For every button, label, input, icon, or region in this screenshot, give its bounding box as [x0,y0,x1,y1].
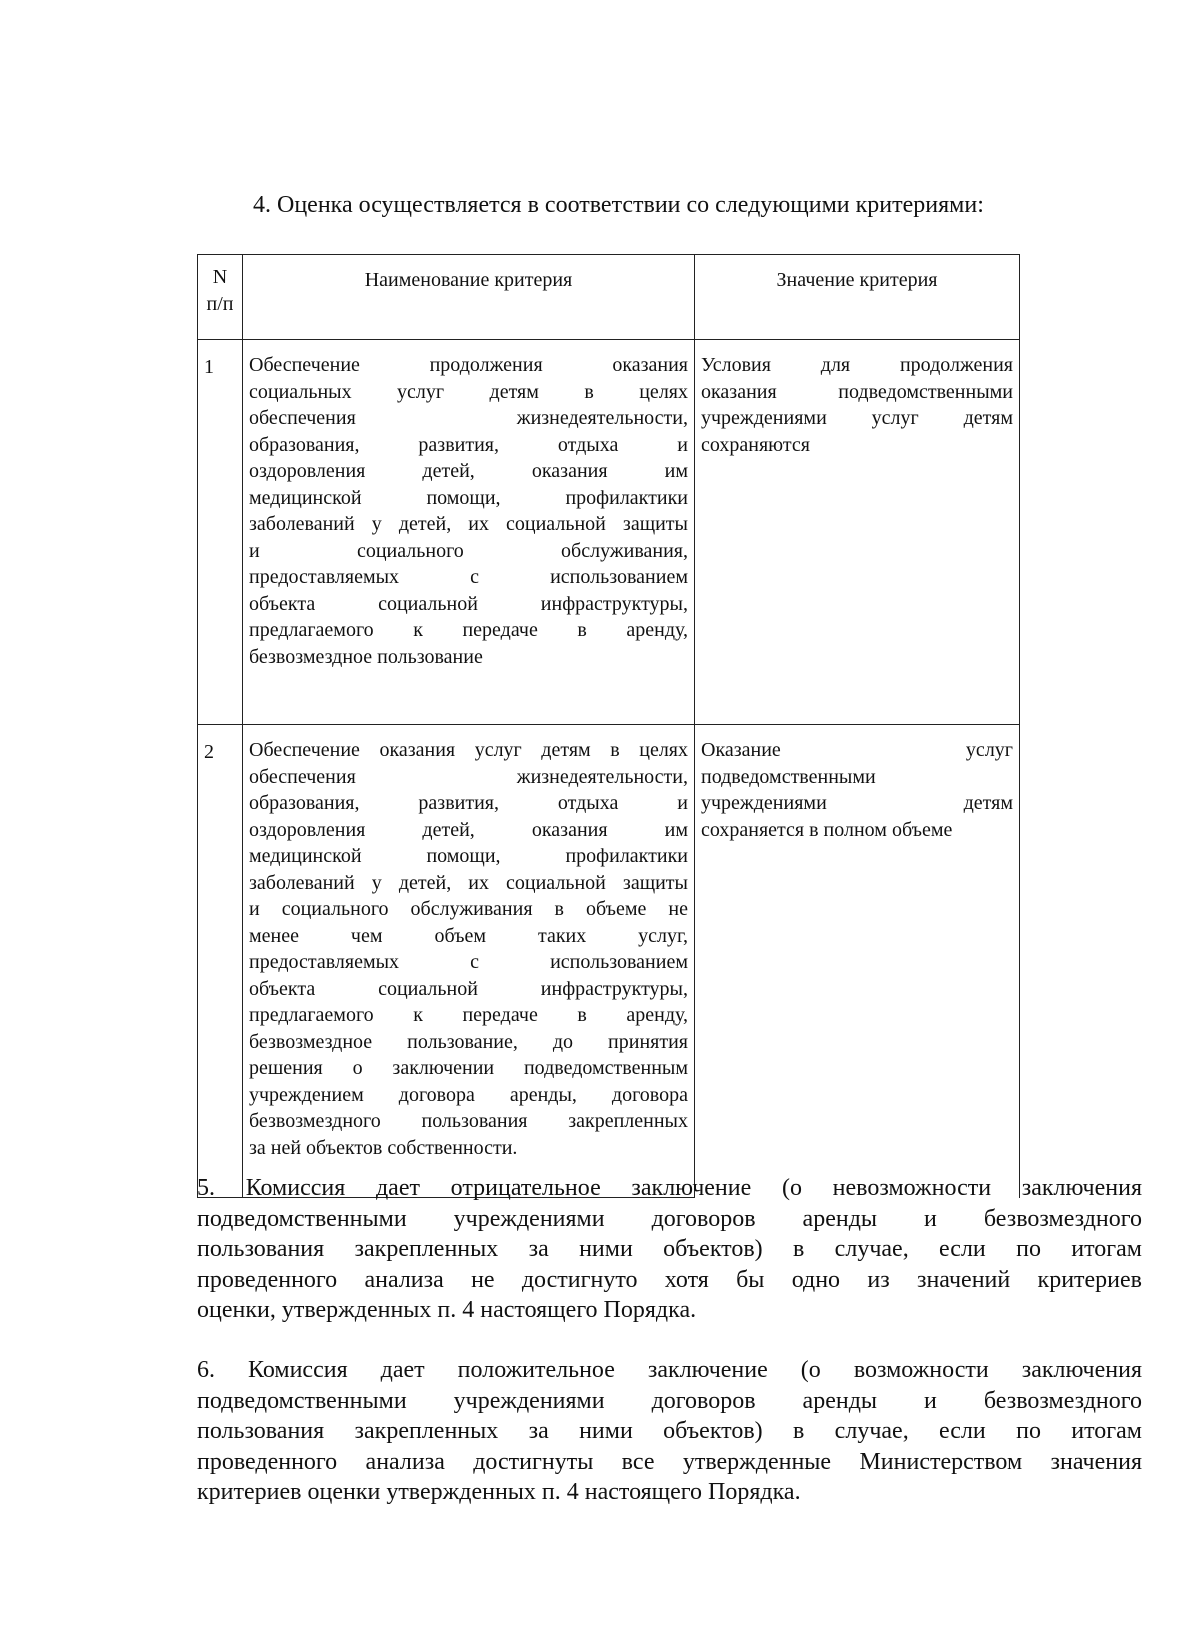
text-line: подведомственными учреждениями договоров аренды и безвозмездного [197,1387,1142,1414]
criterion-name-cell [243,340,695,725]
criterion-name-cell [243,725,695,1198]
text-line: и социального обслуживания, [249,539,688,562]
text-line: оценки, утвержденных п. 4 настоящего Порядка. [197,1297,697,1323]
text-line: объекта социальной инфраструктуры, [249,977,688,1000]
text-line: пользования закрепленных за ними объектов) в случае, если по итогам [197,1418,1142,1444]
text-line: сохраняются [701,433,810,456]
text-line: менее чем объем таких услуг, [249,924,688,947]
header-number-line1: N [212,266,228,288]
text-line: подведомственными [701,765,876,788]
header-number [198,255,243,340]
paragraph-6 [197,1355,1142,1508]
text-line: учреждениями детям [701,792,1013,814]
text-line: безвозмездного пользования закрепленных [249,1110,688,1132]
table-row [198,340,1020,725]
text-line: объекта социальной инфраструктуры, [249,592,688,615]
text-line: подведомственными учреждениями договоров аренды и безвозмездного [197,1205,1142,1232]
text-line: проведенного анализа не достигнуто хотя бы одно из значений критериев [197,1266,1142,1293]
text-line: медицинской помощи, профилактики [249,486,688,509]
text-line: Оказание услуг [701,739,1013,761]
text-line: оказания подведомственными [701,380,1013,403]
text-line: учреждением договора аренды, договора [249,1083,688,1106]
text-line: заболеваний у детей, их социальной защиты [249,513,688,535]
text-line: предлагаемого к передаче в аренду, [249,1004,688,1026]
text-line: пользования закрепленных за ними объектов) в случае, если по итогам [197,1236,1142,1262]
text-line: обеспечения жизнедеятельности, [249,765,688,788]
table-row [198,725,1020,1198]
header-criterion-name: Наименование критерия [243,255,695,340]
text-line: обеспечения жизнедеятельности, [249,407,688,429]
text-line: медицинской помощи, профилактики [249,845,688,867]
text-line: Условия для продолжения [701,354,1013,376]
text-line: учреждениями услуг детям [701,407,1013,429]
criterion-value-cell [695,340,1020,725]
text-line: предоставляемых с использованием [249,951,688,973]
header-criterion-value: Значение критерия [695,255,1020,340]
text-line: 5. Комиссия дает отрицательное заключение (о невозможности заключения [197,1175,1142,1201]
text-line: проведенного анализа достигнуты все утвержденные Министерством значения [197,1448,1142,1475]
section-4-intro: 4. Оценка осуществляется в соответствии со следующими критериями: [253,192,984,218]
text-line: предоставляемых с использованием [249,566,688,588]
text-line: предлагаемого к передаче в аренду, [249,619,688,641]
text-line: образования, развития, отдыха и [249,433,688,456]
text-line: сохраняется в полном объеме [701,818,953,841]
criterion-value-cell [695,725,1020,1198]
text-line: решения о заключении подведомственным [249,1057,688,1079]
text-line: заболеваний у детей, их социальной защиты [249,871,688,894]
header-number-line2: п/п [206,293,234,315]
text-line: критериев оценки утвержденных п. 4 настоящего Порядка. [197,1479,801,1505]
text-line: оздоровления детей, оказания им [249,460,688,482]
text-line: Обеспечение оказания услуг детям в целях [249,739,688,761]
text-line: безвозмездное пользование, до принятия [249,1030,688,1053]
text-line: Обеспечение продолжения оказания [249,354,688,376]
text-line: безвозмездное пользование [249,645,483,668]
text-line: 6. Комиссия дает положительное заключение (о возможности заключения [197,1357,1142,1383]
text-line: образования, развития, отдыха и [249,792,688,814]
text-line: за ней объектов собственности. [249,1136,518,1159]
text-line: и социального обслуживания в объеме не [249,898,688,920]
row-number: 1 [198,340,243,725]
text-line: социальных услуг детям в целях [249,380,688,403]
row-number: 2 [198,725,243,1198]
text-line: оздоровления детей, оказания им [249,818,688,841]
table-header-row [198,255,1020,340]
paragraph-5 [197,1173,1142,1326]
criteria-table [197,254,1020,1198]
